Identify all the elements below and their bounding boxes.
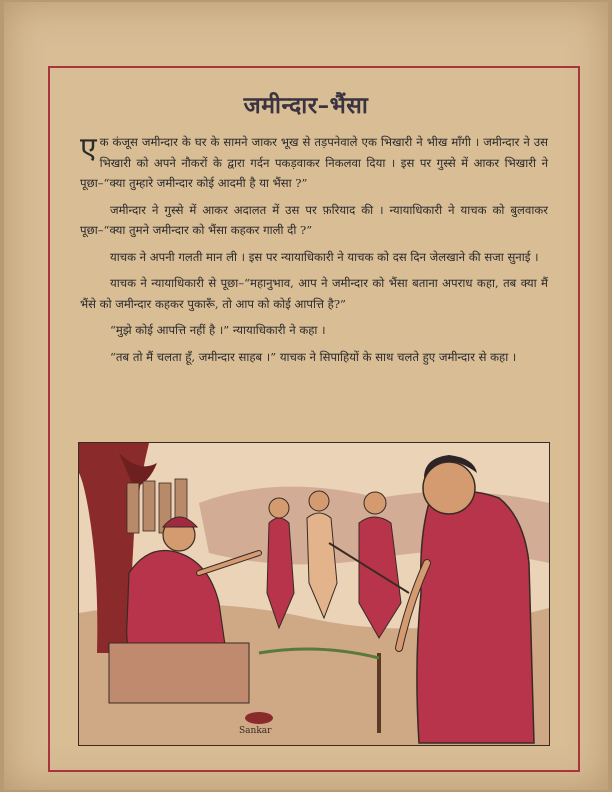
- paragraph-4: याचक ने न्यायाधिकारी से पूछा–“महानुभाव, आप ने जमीन्दार को भैंसा बताना अपराध कहा, तब क्या मैं भैंसे को जमीन्दार कहकर पुकारूँ, तो आप को कोई आपत्ति है?”: [80, 276, 548, 311]
- paragraph-3: याचक ने अपनी गलती मान ली । इस पर न्यायाधिकारी ने याचक को दस दिन जेलखाने की सजा सुनाई ।: [110, 249, 539, 264]
- paragraph-6: “तब तो मैं चलता हूँ, जमीन्दार साहब ।” याचक ने सिपाहियों के साथ चलते हुए जमीन्दार से कहा ।: [110, 349, 517, 364]
- story-text: [80, 132, 548, 373]
- story-illustration: [78, 442, 550, 746]
- paragraph-1: एक कंजूस जमीन्दार के घर के सामने जाकर भूख से तड़पनेवाले एक भिखारी ने भीख माँगी । जमीन्दार ने उस भिखारी को अपने नौकरों के द्वारा गर्दन पकड़वाकर निकलवा दिया । इस पर गुस्से में आकर भिखारी ने पूछा–“क्या तुम्हारे जमीन्दार कोई आदमी है या भैंसा ?”: [80, 131, 548, 190]
- story-title: जमीन्दार–भैंसा: [243, 92, 369, 119]
- book-page: [4, 2, 608, 790]
- paragraph-5: “मुझे कोई आपत्ति नहीं है ।” न्यायाधिकारी ने कहा ।: [110, 323, 326, 337]
- paragraph-2: जमीन्दार ने गुस्से में आकर अदालत में उस पर फ़रियाद की । न्यायाधिकारी ने याचक को बुलवाकर पूछा–“क्या तुमने जमीन्दार को भैंसा कहकर गाली दी ?”: [80, 202, 548, 237]
- illustrator-signature: Sankar: [239, 726, 272, 736]
